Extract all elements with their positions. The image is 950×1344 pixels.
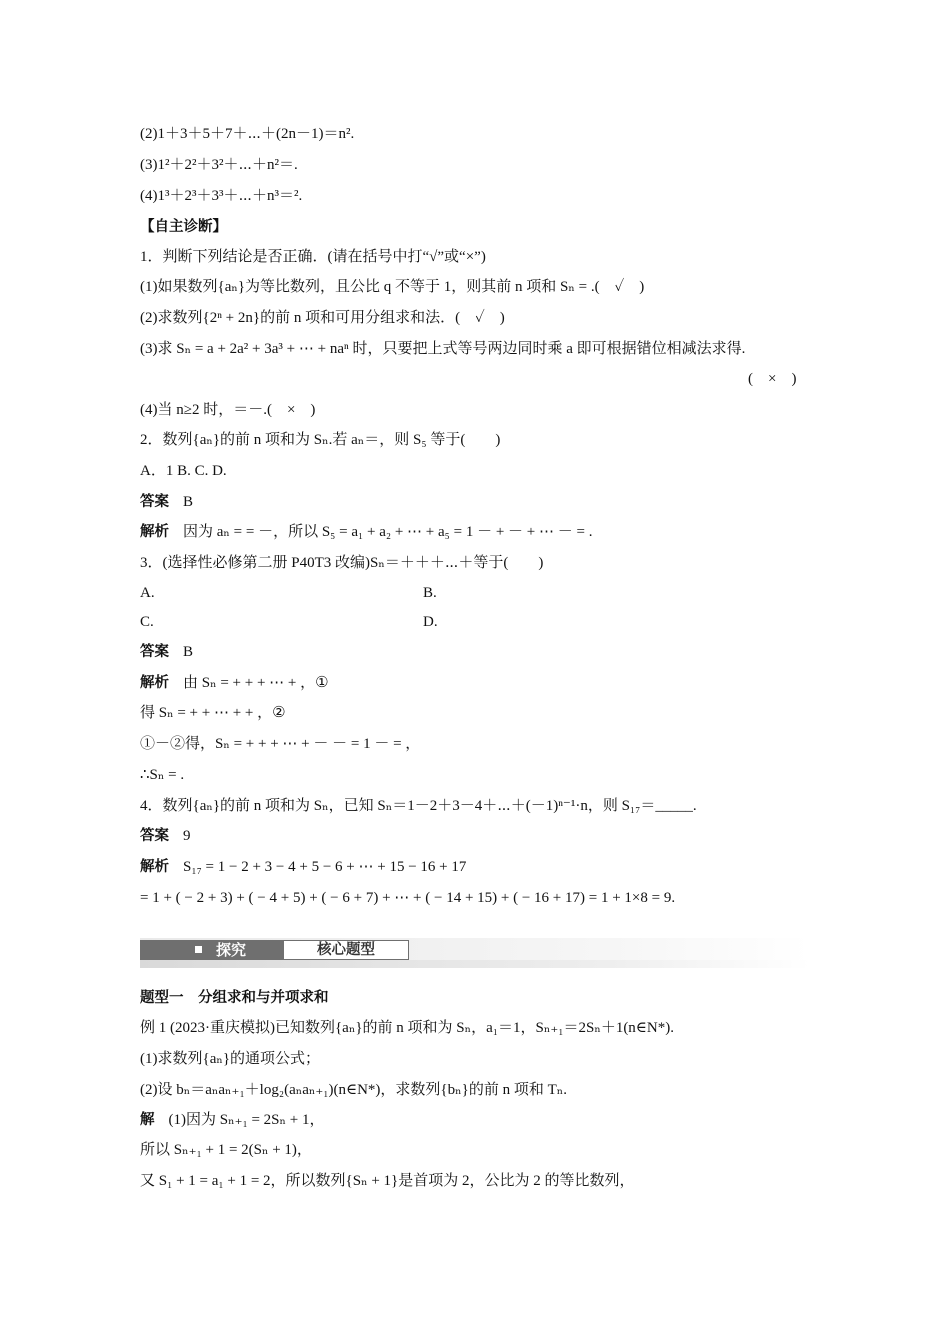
formula-line-4: (4)1³＋2³＋3³＋⋯＋n³＝². — [140, 188, 303, 204]
formula-line-3: (3)1²＋2²＋3²＋⋯＋n²＝. — [140, 157, 298, 173]
question-3-option-d: D. — [423, 614, 438, 630]
question-3: 3．(选择性必修第二册 P40T3 改编)Sₙ＝＋＋＋⋯＋等于( ) — [140, 555, 544, 571]
formula-line-2: (2)1＋3＋5＋7＋⋯＋(2n－1)＝n². — [140, 126, 355, 142]
answer-label: 答案 — [140, 644, 169, 660]
banner-strip — [140, 960, 810, 968]
banner-tag-explore — [140, 940, 283, 960]
solution-text: 因为 aₙ = = －，所以 S₅ = a₁ + a₂ + ⋯ + a₅ = 1 － + － + ⋯ － = . — [183, 524, 593, 540]
solution-word: 解 — [140, 1112, 155, 1128]
question-4-solution-step-2: = 1 + ( − 2 + 3) + ( − 4 + 5) + ( − 6 + 7) + ⋯ + ( − 14 + 15) + ( − 16 + 17) = 1 + 1×8 = 9. — [140, 890, 676, 906]
solution-label: 解析 — [140, 524, 169, 540]
answer-value: B — [183, 494, 194, 510]
example-1-part-1: (1)求数列{aₙ}的通项公式； — [140, 1051, 321, 1067]
example-1-solution-step-3: 又 S₁ + 1 = a₁ + 1 = 2，所以数列{Sₙ + 1}是首项为 2，公比为 2 的等比数列， — [140, 1173, 635, 1189]
answer-value: 9 — [183, 828, 191, 844]
solution-text: (1)因为 Sₙ₊₁ = 2Sₙ + 1， — [168, 1112, 325, 1128]
question-3-option-a: A. — [140, 585, 155, 601]
example-1-part-2: (2)设 bₙ＝aₙaₙ₊₁＋log₂(aₙaₙ₊₁)(n∈N*)，求数列{bₙ}的前 n 项和 Tₙ. — [140, 1082, 567, 1098]
question-1: 1．判断下列结论是否正确．(请在括号中打“√”或“×”) — [140, 249, 486, 265]
question-1-item-4: (4)当 n≥2 时，＝－.( × ) — [140, 402, 316, 418]
question-2: 2．数列{aₙ}的前 n 项和为 Sₙ.若 aₙ＝，则 S₅ 等于( ) — [140, 432, 501, 448]
question-3-solution-step-4: ∴Sₙ = . — [140, 767, 185, 783]
section-heading-self-diagnosis: 【自主诊断】 — [140, 219, 227, 235]
solution-text: 由 Sₙ = + + + ⋯ + ，① — [183, 675, 329, 691]
square-bullet-icon — [195, 946, 202, 953]
banner-tag-explore-label: 探究 — [216, 941, 247, 959]
answer-label: 答案 — [140, 828, 169, 844]
question-1-item-3-mark: ( × ) — [748, 371, 797, 387]
banner-tag-core-types: 核心题型 — [283, 940, 409, 960]
solution-text: S₁₇ = 1 − 2 + 3 − 4 + 5 − 6 + ⋯ + 15 − 16 + 17 — [183, 859, 467, 875]
question-1-item-2: (2)求数列{2ⁿ + 2n}的前 n 项和可用分组求和法．( ✓ ) — [140, 310, 505, 326]
question-2-answer — [140, 492, 193, 512]
section-banner — [140, 938, 810, 968]
question-3-solution — [140, 673, 329, 693]
question-4-solution — [140, 857, 466, 877]
question-2-options: A．1 B. C. D. — [140, 463, 227, 479]
question-1-item-1: (1)如果数列{aₙ}为等比数列，且公比 q 不等于 1，则其前 n 项和 Sₙ = .( ✓ ) — [140, 279, 645, 295]
solution-label: 解析 — [140, 675, 169, 691]
question-3-solution-step-2: 得 Sₙ = + + ⋯ + + ，② — [140, 705, 286, 721]
question-3-answer — [140, 642, 193, 662]
question-4: 4．数列{aₙ}的前 n 项和为 Sₙ，已知 Sₙ＝1－2＋3－4＋⋯＋(－1)ⁿ⁻¹·n，则 S₁₇＝_____. — [140, 798, 697, 814]
answer-label: 答案 — [140, 494, 169, 510]
example-1-solution-step-2: 所以 Sₙ₊₁ + 1 = 2(Sₙ + 1)， — [140, 1142, 312, 1158]
solution-label: 解析 — [140, 859, 169, 875]
question-3-option-c: C. — [140, 614, 154, 630]
question-2-solution — [140, 522, 592, 542]
example-1-solution — [140, 1110, 324, 1130]
question-1-item-3: (3)求 Sₙ = a + 2a² + 3a³ + ⋯ + naⁿ 时，只要把上式等号两边同时乘 a 即可根据错位相减法求得. — [140, 341, 746, 357]
question-3-solution-step-3: ①－②得，Sₙ = + + + ⋯ + － － = 1 － = ， — [140, 736, 421, 752]
answer-value: B — [183, 644, 194, 660]
question-3-option-b: B. — [423, 585, 437, 601]
question-4-answer — [140, 826, 191, 846]
example-1: 例 1 (2023·重庆模拟)已知数列{aₙ}的前 n 项和为 Sₙ，a₁＝1，Sₙ₊₁＝2Sₙ＋1(n∈N*). — [140, 1020, 674, 1036]
type-heading: 题型一 分组求和与并项求和 — [140, 990, 329, 1006]
